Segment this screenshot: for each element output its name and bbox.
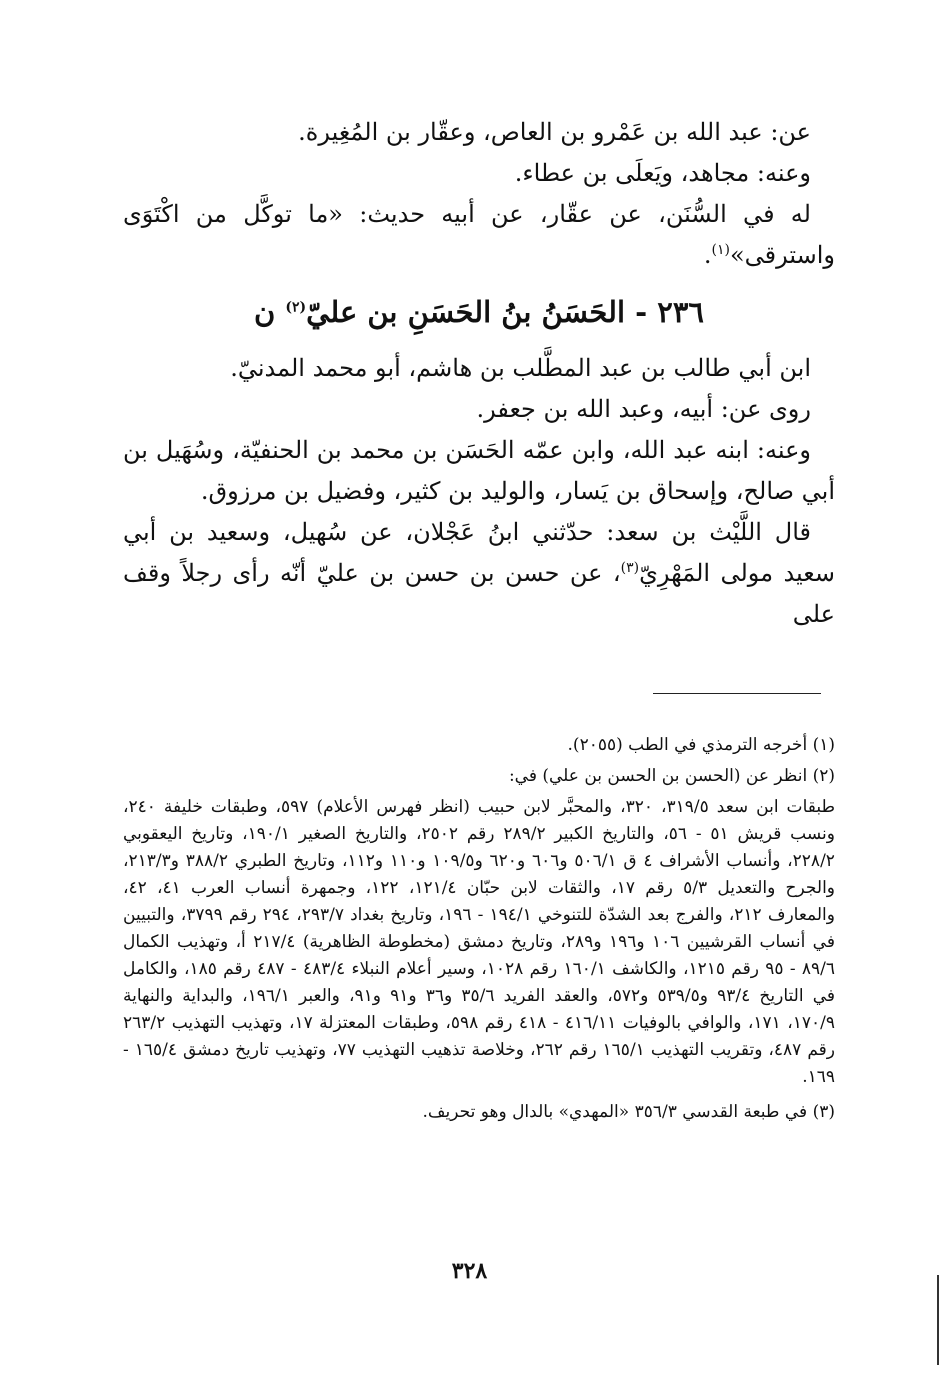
- report-paragraph: [123, 512, 835, 635]
- students-paragraph: وعنه: ابنه عبد الله، وابن عمّه الحَسَن بن محمد بن الحنفيّة، وسُهَيل بن أبي صالح، وإسحاق بن يَسار، والوليد بن كثير، وفضيل بن مرزوق.: [123, 436, 835, 505]
- footnote-2-marker: (٢): [812, 766, 835, 786]
- footnote-2: [123, 763, 835, 790]
- main-text: [123, 112, 835, 635]
- sunan-text: له في السُّنَن، عن عقّار، عن أبيه حديث: «ما توكَّل من اكْتَوَى واسترقى»: [123, 200, 835, 269]
- footnote-1-text: أخرجه الترمذي في الطب (٢٠٥٥).: [567, 735, 808, 755]
- page-number: ٣٢٨: [451, 1258, 488, 1284]
- sunan-end: .: [703, 241, 712, 269]
- footnote-1-marker: (١): [812, 735, 835, 755]
- report-text-1: قال اللَّيْث بن سعد: حدّثني ابنُ عَجْلان، عن سُهيل، وسعيد بن أبي سعيد مولى المَهْرِيّ: [123, 518, 835, 587]
- footnotes: [123, 732, 835, 1130]
- footnote-divider: [653, 693, 821, 694]
- footnote-ref-1: (١): [711, 242, 730, 258]
- sunan-line: [123, 194, 835, 276]
- entry-heading: [123, 290, 835, 334]
- lineage-line: ابن أبي طالب بن عبد المطَّلب بن هاشم، أبو محمد المدنيّ.: [230, 354, 811, 382]
- entry-code: ن: [253, 295, 276, 329]
- footnote-ref-2: (٢): [285, 299, 307, 316]
- footnote-3-marker: (٣): [812, 1102, 835, 1122]
- footnote-3: [123, 1099, 835, 1126]
- footnote-2-intro: انظر عن (الحسن بن الحسن بن علي) في:: [508, 766, 808, 786]
- footnote-1: [123, 732, 835, 759]
- report-text-2: ، عن حسن بن حسن بن عليّ أنّه رأى رجلاً وقف على: [123, 559, 835, 628]
- footnote-2-body: طبقات ابن سعد ٣١٩/٥، ٣٢٠، والمحبَّر لابن حبيب (انظر فهرس الأعلام) ٥٩٧، وطبقات خليفة ٢٤٠، ونسب قريش ٥١ - ٥٦، والتاريخ الكبير ٢٨٩/٢ رقم ٢٥٠٢، والتاريخ الصغير ١٩٠/١، وتاريخ اليعقوبي ٢٢٨/٢، وأنساب الأشراف ٤ ق ٥٠٦/١ و٦٠٦ و٦٢٠ و١٠٩/٥ و١١٠ و١١٢، وتاريخ الطبري ٣٨٨/٢ و٢١٣/٣، والجرح والتعديل ٥/٣ رقم ١٧، والثقات لابن حبّان ١٢١/٤، ١٢٢، وجمهرة أنساب العرب ٤١، ٤٢، والمعارف ٢١٢، والفرج بعد الشدّة للتنوخي ١٩٤/١ - ١٩٦، وتاريخ بغداد ٢٩٣/٧، ٢٩٤ رقم ٣٧٩٩، والتبيين في أنساب القرشيين ١٠٦ و١٩٦ و٢٨٩، وتاريخ دمشق (مخطوطة الظاهرية) ٢١٧/٤ أ، وتهذيب الكمال ٨٩/٦ - ٩٥ رقم ١٢١٥، والكاشف ١٦٠/١ رقم ١٠٢٨، وسير أعلام النبلاء ٤٨٣/٤ - ٤٨٧ رقم ١٨٥، والكامل في التاريخ ٩٣/٤ و٥٣٩/٥ و٥٧٢، والعقد الفريد ٣٥/٦ و٣٦ و٩١ و٩١، والعبر ١٩٦/١، والبداية والنهاية ١٧٠/٩، ١٧١، والوافي بالوفيات ٤١٦/١١ - ٤١٨ رقم ٥٩٨، وطبقات المعتزلة ١٧، وتهذيب التهذيب ٢٦٣/٢ رقم ٤٨٧، وتقريب التهذيب ١٦٥/١ رقم ٢٦٢، وخلاصة تذهيب التهذيب ٧٧، وتهذيب تاريخ دمشق ١٦٥/٤ - ١٦٩.: [123, 797, 836, 1087]
- narrated-from-paragraph: روى عن: أبيه، وعبد الله بن جعفر.: [476, 395, 811, 423]
- narrated-from-line: عن: عبد الله بن عَمْرو بن العاص، وعقّار بن المُغِيرة.: [298, 118, 811, 146]
- footnote-ref-3: (٣): [620, 560, 640, 576]
- footnote-3-text: في طبعة القدسي ٣٥٦/٣ «المهدي» بالدال وهو تحريف.: [422, 1102, 808, 1122]
- narrators-line: وعنه: مجاهد، ويَعلَى بن عطاء.: [514, 159, 811, 187]
- entry-title: ٢٣٦ - الحَسَنُ بنُ الحَسَنِ بن عليّ: [306, 295, 705, 329]
